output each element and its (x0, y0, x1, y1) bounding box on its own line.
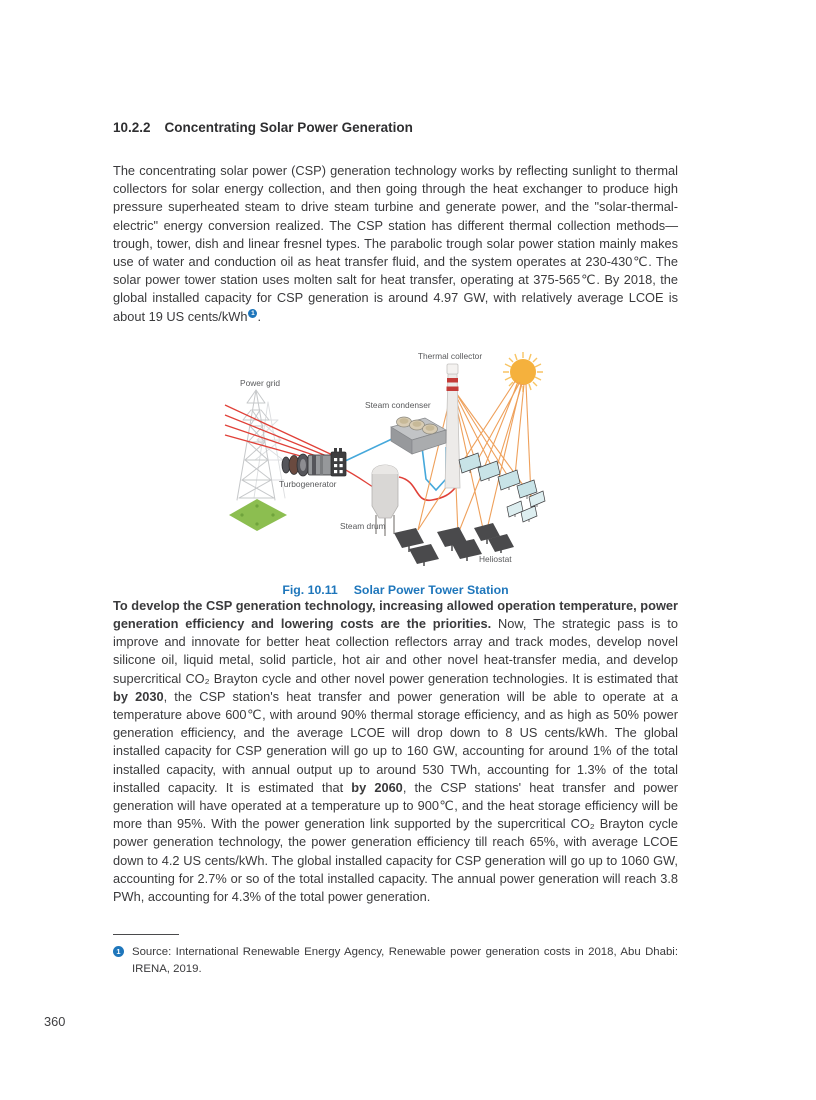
section-title: Concentrating Solar Power Generation (164, 120, 413, 135)
label-steam-drum: Steam drum (340, 520, 386, 531)
figure-caption (113, 583, 678, 597)
label-steam-condenser: Steam condenser (365, 399, 431, 410)
footnote-entry (113, 944, 678, 978)
figure-solar-power-tower (113, 348, 678, 597)
label-turbogenerator: Turbogenerator (279, 478, 337, 489)
figure-caption-tag: Fig. 10.11 (282, 582, 338, 597)
sun-icon (503, 352, 543, 392)
paragraph-intro: The concentrating solar power (CSP) generation technology works by reflecting sunlight to thermal collectors for solar energy collection, and then going through the heat exchanger to produce high pressure superheated steam to drive steam turbine and generate power, and the "solar-thermal-electric" energy conversion realized. The CSP station has different thermal collection methods—trough, tower, dish and linear fresnel types. The parabolic trough solar power station mainly makes use of water and conduction oil as heat transfer fluid, and the system operates at 230-430℃. The solar power tower station uses molten salt for heat transfer, operating at 375-565℃. By 2018, the global installed capacity for CSP generation is around 4.97 GW, with relatively average LCOE is about 19 US cents/kWh 1 . (113, 163, 678, 324)
page-content (113, 120, 678, 906)
section-heading (113, 120, 678, 136)
turbogenerator (282, 448, 346, 476)
footnote-block (113, 934, 678, 978)
footnote-text: Source: International Renewable Energy Agency, Renewable power generation costs in 2018, Abu Dhabi: IRENA, 2019. (132, 946, 678, 975)
solar-power-tower-diagram (223, 348, 568, 574)
footnote-rule (113, 934, 179, 935)
section-number: 10.2.2 (113, 120, 151, 135)
power-lines (225, 405, 373, 487)
page-number: 360 (44, 1014, 66, 1029)
label-heliostat: Heliostat (479, 553, 512, 564)
thermal-collector-tower (445, 364, 460, 488)
footnote-marker: 1 (113, 946, 124, 957)
figure-caption-title: Solar Power Tower Station (353, 582, 509, 597)
label-power-grid: Power grid (240, 377, 281, 388)
label-thermal-collector: Thermal collector (417, 350, 483, 361)
paragraph-outlook: To develop the CSP generation technology, increasing allowed operation temperature, power generation efficiency and lowering costs are the priorities. Now, The strategic pass is to improve and innovate for better heat collection reflectors array and track modes, develop novel silicone oil, liquid metal, solid particle, hot air and other novel heat-transfer media, and develop supercritical CO₂ Brayton cycle and other novel power generation technologies. It is estimated that by 2030, the CSP station's heat transfer and power generation will be able to operate at a temperature above 600℃, with around 90% thermal storage efficiency, and as high as 50% power generation efficiency, and the average LCOE will drop down to 8 US cents/kWh. The global installed capacity for CSP generation will go up to 160 GW, accounting for around 1% of the total installed capacity, with annual output up to around 530 TWh, accounting for 1.3% of the total installed capacity. It is estimated that by 2060, the CSP stations' heat transfer and power generation will have operated at a temperature up to 900℃, and the heat storage efficiency will be more than 95%. With the power generation link supported by the supercritical CO₂ Brayton cycle power generation technology, the power generation efficiency till reach 65%, with average LCOE down to 4.2 US cents/kWh. The global installed capacity for CSP generation will go up to 1060 GW, accounting for 2.7% or so of the total installed capacity. The annual power generation will reach 3.8 PWh, accounting for 4.3% of the total power generation. (113, 597, 678, 905)
tower-base-pad (229, 499, 287, 531)
